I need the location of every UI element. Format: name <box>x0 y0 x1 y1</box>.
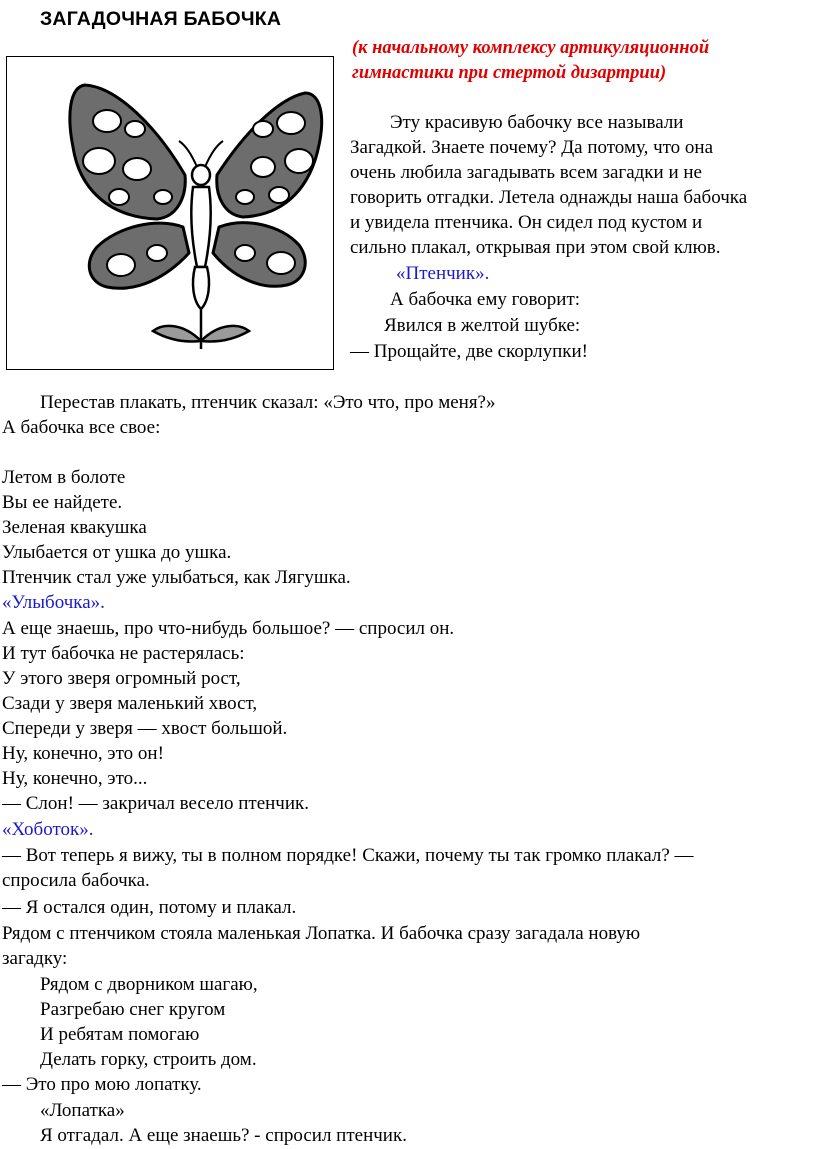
exercise-name: «Птенчик». <box>396 263 490 284</box>
exercise-name: «Лопатка» <box>40 1100 125 1121</box>
riddle-line: Рядом с дворником шагаю, <box>40 974 258 995</box>
body-line: загадку: <box>2 948 68 969</box>
riddle-line: — Прощайте, две скорлупки! <box>350 341 588 362</box>
subtitle-line: (к начальному комплексу артикуляционной <box>352 38 710 58</box>
intro-line: и увидела птенчика. Он сидел под кустом и <box>350 212 703 233</box>
riddle-line: Делать горку, строить дом. <box>40 1049 257 1070</box>
riddle-line: Ну, конечно, это... <box>2 768 148 789</box>
body-line: Перестав плакать, птенчик сказал: «Это что, про меня?» <box>40 392 496 413</box>
intro-line: сильно плакал, открывая при этом свой клюв. <box>350 237 721 258</box>
riddle-line: Спереди у зверя — хвост большой. <box>2 718 288 739</box>
riddle-line: Ну, конечно, это он! <box>2 743 164 764</box>
body-line: спросила бабочка. <box>2 870 150 891</box>
riddle-line: И ребятам помогаю <box>40 1024 200 1045</box>
body-line: Птенчик стал уже улыбаться, как Лягушка. <box>2 567 351 588</box>
body-line: Рядом с птенчиком стояла маленькая Лопатка. И бабочка сразу загадала новую <box>2 923 641 944</box>
body-line: А еще знаешь, про что-нибудь большое? — спросил он. <box>2 618 455 639</box>
body-line: — Вот теперь я вижу, ты в полном порядке! Скажи, почему ты так громко плакал? — <box>2 845 694 866</box>
intro-line: А бабочка ему говорит: <box>390 289 581 310</box>
page-title: ЗАГАДОЧНАЯ БАБОЧКА <box>40 8 282 30</box>
riddle-line: Явился в желтой шубке: <box>384 315 581 336</box>
subtitle <box>352 36 709 86</box>
butterfly-icon <box>7 57 333 369</box>
subtitle-line: гимнастики при стертой дизартрии) <box>352 63 667 83</box>
riddle-line: Разгребаю снег кругом <box>40 999 226 1020</box>
riddle-line: У этого зверя огромный рост, <box>2 668 241 689</box>
riddle-line: Зеленая квакушка <box>2 517 147 538</box>
riddle-line: Летом в болоте <box>2 467 126 488</box>
illustration-frame <box>6 56 334 370</box>
body-line: И тут бабочка не растерялась: <box>2 643 245 664</box>
intro-line: Загадкой. Знаете почему? Да потому, что она <box>350 137 714 158</box>
riddle-line: Сзади у зверя маленький хвост, <box>2 693 258 714</box>
riddle-line: Вы ее найдете. <box>2 492 123 513</box>
riddle-line: Улыбается от ушка до ушка. <box>2 542 232 563</box>
intro-line: очень любила загадывать всем загадки и не <box>350 162 702 183</box>
body-line: — Слон! — закричал весело птенчик. <box>2 793 309 814</box>
exercise-name: «Хоботок». <box>2 819 94 840</box>
body-line: А бабочка все свое: <box>2 417 161 438</box>
body-line: Я отгадал. А еще знаешь? - спросил птенчик. <box>40 1125 407 1146</box>
body-line: — Я остался один, потому и плакал. <box>2 897 297 918</box>
intro-line: говорить отгадки. Летела однажды наша бабочка <box>350 187 748 208</box>
intro-line: Эту красивую бабочку все называли <box>390 112 684 133</box>
exercise-name: «Улыбочка». <box>2 592 105 613</box>
body-line: — Это про мою лопатку. <box>2 1074 202 1095</box>
